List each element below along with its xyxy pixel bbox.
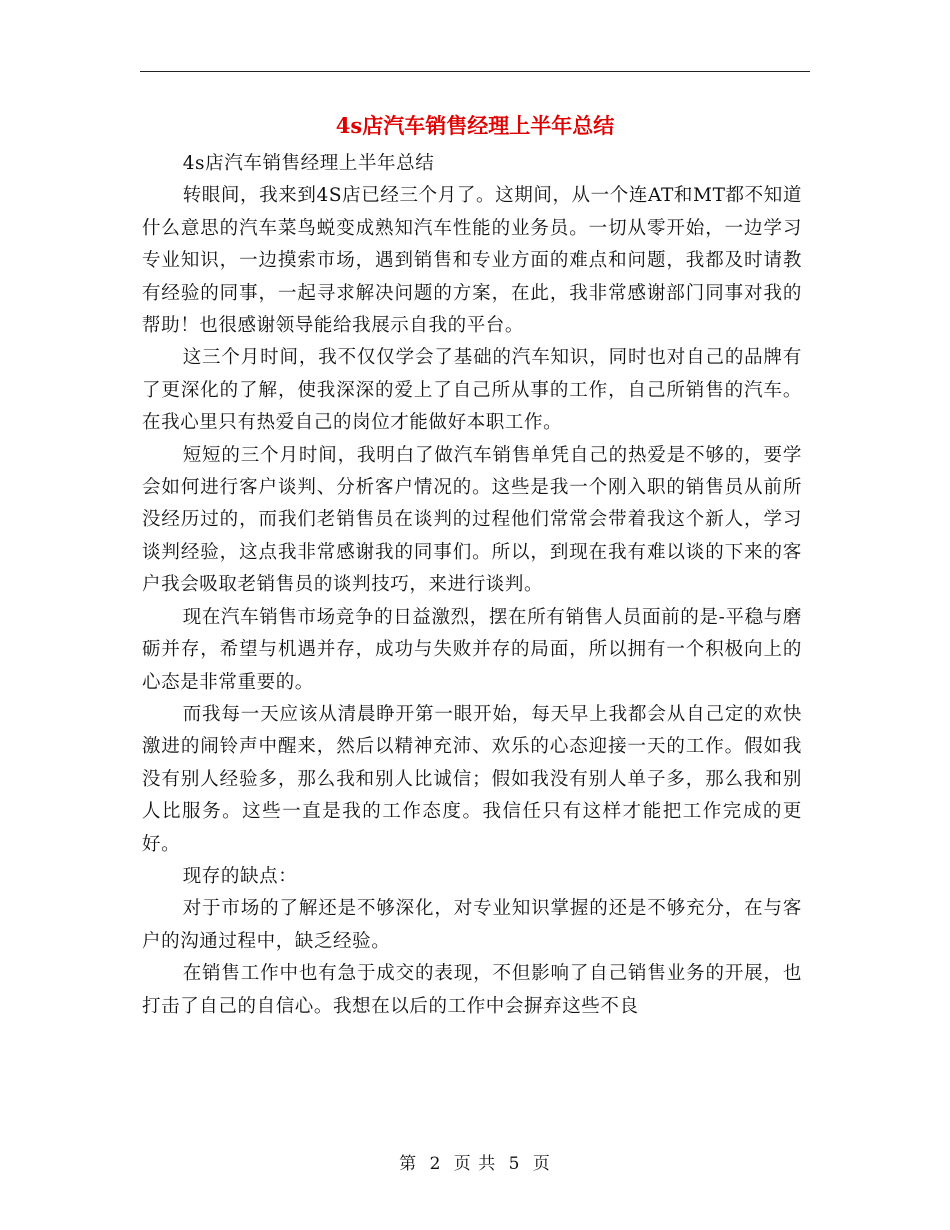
document-title: 4s店汽车销售经理上半年总结 bbox=[335, 113, 615, 138]
page-footer bbox=[0, 1152, 950, 1176]
document-body bbox=[142, 148, 802, 1023]
page-suffix: 页 bbox=[532, 1154, 551, 1174]
page-prefix: 第 bbox=[399, 1154, 418, 1174]
paragraph: 对于市场的了解还是不够深化，对专业知识掌握的还是不够充分，在与客户的沟通过程中，缺乏经验。 bbox=[142, 898, 802, 952]
paragraph: 现在汽车销售市场竞争的日益激烈，摆在所有销售人员面前的是-平稳与磨砺并存，希望与机遇并存，成功与失败并存的局面，所以拥有一个积极向上的心态是非常重要的。 bbox=[142, 606, 802, 693]
paragraph: 转眼间，我来到4S店已经三个月了。这期间，从一个连AT和MT都不知道什么意思的汽车菜鸟蜕变成熟知汽车性能的业务员。一切从零开始，一边学习专业知识，一边摸索市场，遇到销售和专业方面的难点和问题，我都及时请教有经验的同事，一起寻求解决问题的方案，在此，我非常感谢部门同事对我的帮助！也很感谢领导能给我展示自我的平台。 bbox=[142, 185, 802, 337]
header-rule bbox=[140, 71, 810, 72]
current-page-number: 2 bbox=[429, 1154, 442, 1174]
paragraph: 短短的三个月时间，我明白了做汽车销售单凭自己的热爱是不够的，要学会如何进行客户谈判、分析客户情况的。这些是我一个刚入职的销售员从前所没经历过的，而我们老销售员在谈判的过程他们常常会带着我这个新人，学习谈判经验，这点我非常感谢我的同事们。所以，到现在我有难以谈的下来的客户我会吸取老销售员的谈判技巧，来进行谈判。 bbox=[142, 444, 802, 596]
paragraph-subtitle: 4s店汽车销售经理上半年总结 bbox=[182, 153, 435, 174]
paragraph: 而我每一天应该从清晨睁开第一眼开始，每天早上我都会从自己定的欢快激进的闹铃声中醒来，然后以精神充沛、欢乐的心态迎接一天的工作。假如我没有别人经验多，那么我和别人比诚信；假如我没有别人单子多，那么我和别人比服务。这些一直是我的工作态度。我信任只有这样才能把工作完成的更好。 bbox=[142, 703, 802, 855]
paragraph-heading-shortcomings: 现存的缺点： bbox=[182, 865, 298, 887]
total-pages-number: 5 bbox=[508, 1154, 521, 1174]
paragraph: 这三个月时间，我不仅仅学会了基础的汽车知识，同时也对自己的品牌有了更深化的了解，使我深深的爱上了自己所从事的工作，自己所销售的汽车。在我心里只有热爱自己的岗位才能做好本职工作。 bbox=[142, 347, 802, 434]
paragraph: 在销售工作中也有急于成交的表现，不但影响了自己销售业务的开展，也打击了自己的自信心。我想在以后的工作中会摒弃这些不良 bbox=[142, 963, 802, 1017]
page-middle: 页 共 bbox=[453, 1154, 497, 1174]
